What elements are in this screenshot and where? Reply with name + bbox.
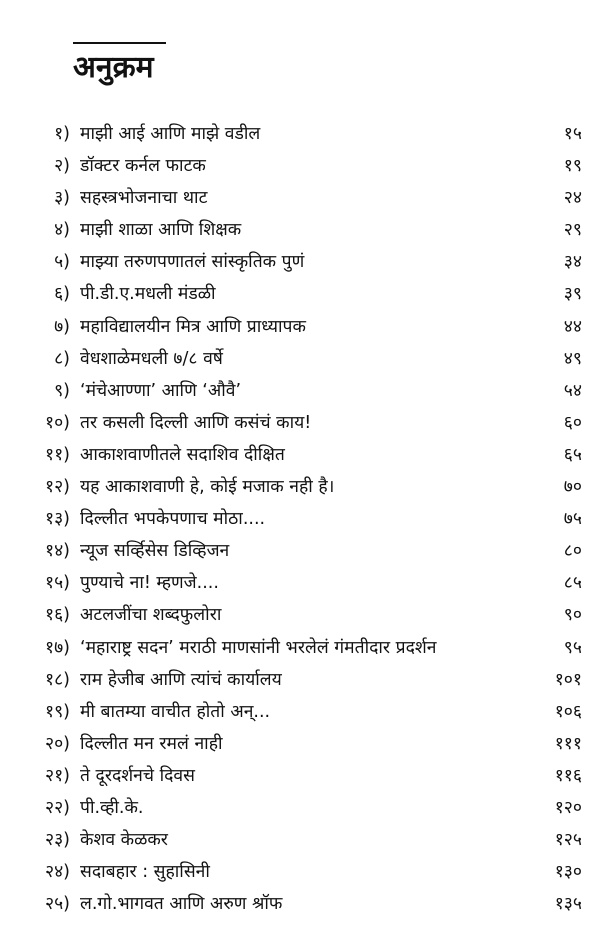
entry-title: ते दूरदर्शनचे दिवस: [80, 765, 195, 786]
entry-page-number: ६०: [563, 412, 582, 433]
entry-title: सहस्त्रभोजनाचा थाट: [80, 188, 208, 209]
toc-entry: [0, 824, 600, 856]
entry-title: दिल्लीत भपकेपणाच मोठा....: [80, 509, 266, 530]
entry-title: सदाबहार : सुहासिनी: [80, 862, 210, 883]
entry-title: डॉक्टर कर्नल फाटक: [80, 156, 206, 177]
entry-page-number: ७०: [563, 477, 582, 498]
entry-title: माझी शाळा आणि शिक्षक: [80, 220, 242, 241]
entry-page-number: ७५: [563, 509, 582, 530]
toc-entry: [0, 407, 600, 439]
entry-number: १८): [44, 669, 70, 690]
entry-number: ५): [54, 252, 70, 273]
entry-page-number: ९०: [563, 605, 582, 626]
entry-page-number: १०६: [554, 701, 582, 722]
entry-page-number: ४४: [563, 316, 582, 337]
entry-number: ९): [54, 380, 70, 401]
toc-entry: [0, 535, 600, 567]
toc-entry: [0, 632, 600, 664]
entry-number: १४): [44, 541, 70, 562]
entry-page-number: १०१: [554, 669, 582, 690]
entry-title: न्यूज सर्व्हिसेस डिव्हिजन: [80, 541, 230, 562]
entry-title: माझ्या तरुणपणातलं सांस्कृतिक पुणं: [80, 252, 305, 273]
entry-title: आकाशवाणीतले सदाशिव दीक्षित: [80, 444, 285, 465]
page-title: अनुक्रम: [73, 50, 154, 85]
entry-page-number: ८५: [563, 573, 582, 594]
entry-title: ‘महाराष्ट्र सदन’ मराठी माणसांनी भरलेलं गंमतीदार प्रदर्शन: [80, 637, 437, 658]
entry-number: २३): [44, 830, 70, 851]
entry-title: तर कसली दिल्ली आणि कसंचं काय!: [80, 412, 312, 433]
entry-number: ११): [44, 444, 70, 465]
entry-page-number: १५: [563, 124, 582, 144]
entry-number: १६): [44, 605, 70, 626]
entry-title: मी बातम्या वाचीत होतो अन्...: [80, 701, 271, 722]
toc-entry: [0, 503, 600, 535]
entry-number: ७): [54, 316, 70, 337]
entry-page-number: १९: [563, 156, 582, 177]
table-of-contents: [0, 118, 600, 920]
entry-page-number: २९: [563, 220, 582, 241]
toc-entry: [0, 792, 600, 824]
entry-number: १९): [44, 701, 70, 722]
entry-title: अटलजींचा शब्दफुलोरा: [80, 605, 222, 626]
entry-number: २४): [44, 862, 70, 883]
entry-title: दिल्लीत मन रमलं नाही: [80, 733, 223, 754]
toc-entry: [0, 567, 600, 599]
toc-entry: [0, 760, 600, 792]
entry-number: १३): [44, 509, 70, 530]
entry-number: २२): [44, 797, 70, 818]
entry-number: ६): [54, 284, 70, 305]
toc-entry: [0, 856, 600, 888]
entry-number: १२): [44, 477, 70, 498]
entry-title: महाविद्यालयीन मित्र आणि प्राध्यापक: [80, 316, 306, 337]
toc-entry: [0, 214, 600, 246]
toc-entry: [0, 696, 600, 728]
entry-number: ३): [54, 188, 70, 209]
entry-title: यह आकाशवाणी हे, कोई मजाक नही है।: [80, 477, 335, 498]
toc-entry: [0, 246, 600, 278]
entry-title: केशव केळकर: [80, 830, 168, 851]
toc-entry: [0, 182, 600, 214]
entry-page-number: १३०: [554, 862, 582, 883]
entry-number: २०): [44, 733, 70, 754]
entry-page-number: ९५: [563, 637, 582, 658]
entry-title: वेधशाळेमधली ७/८ वर्षे: [80, 348, 223, 369]
entry-page-number: १३५: [554, 894, 582, 915]
entry-title: ल.गो.भागवत आणि अरुण श्रॉफ: [80, 894, 283, 915]
entry-page-number: २४: [563, 188, 582, 209]
entry-title: पुण्याचे ना! म्हणजे....: [80, 573, 219, 594]
entry-title: माझी आई आणि माझे वडील: [80, 124, 261, 144]
toc-entry: [0, 439, 600, 471]
toc-entry: [0, 664, 600, 696]
entry-number: १): [54, 124, 70, 144]
toc-entry: [0, 118, 600, 150]
entry-number: ४): [54, 220, 70, 241]
entry-page-number: ३४: [563, 252, 582, 273]
entry-title: पी.व्ही.के.: [80, 797, 144, 818]
entry-number: २): [54, 156, 70, 177]
entry-page-number: ६५: [563, 444, 582, 465]
entry-number: १७): [44, 637, 70, 658]
entry-title: पी.डी.ए.मधली मंडळी: [80, 284, 216, 305]
entry-number: २५): [44, 894, 70, 915]
entry-number: १०): [44, 412, 70, 433]
entry-page-number: ११६: [554, 765, 582, 786]
entry-title: ‘मंचेआण्णा’ आणि ‘औवै’: [80, 380, 242, 401]
toc-entry: [0, 278, 600, 310]
entry-page-number: १२०: [554, 797, 582, 818]
entry-page-number: १११: [554, 733, 582, 754]
toc-entry: [0, 599, 600, 631]
toc-entry: [0, 375, 600, 407]
entry-title: राम हेजीब आणि त्यांचं कार्यालय: [80, 669, 282, 690]
toc-entry: [0, 728, 600, 760]
toc-entry: [0, 471, 600, 503]
entry-page-number: ४९: [563, 348, 582, 369]
toc-entry: [0, 888, 600, 920]
entry-page-number: ५४: [563, 380, 582, 401]
entry-number: १५): [44, 573, 70, 594]
entry-number: २१): [44, 765, 70, 786]
entry-page-number: १२५: [554, 830, 582, 851]
toc-entry: [0, 150, 600, 182]
entry-number: ८): [54, 348, 70, 369]
toc-entry: [0, 343, 600, 375]
toc-entry: [0, 311, 600, 343]
entry-page-number: ८०: [563, 541, 582, 562]
title-rule: [73, 42, 166, 44]
entry-page-number: ३९: [563, 284, 582, 305]
